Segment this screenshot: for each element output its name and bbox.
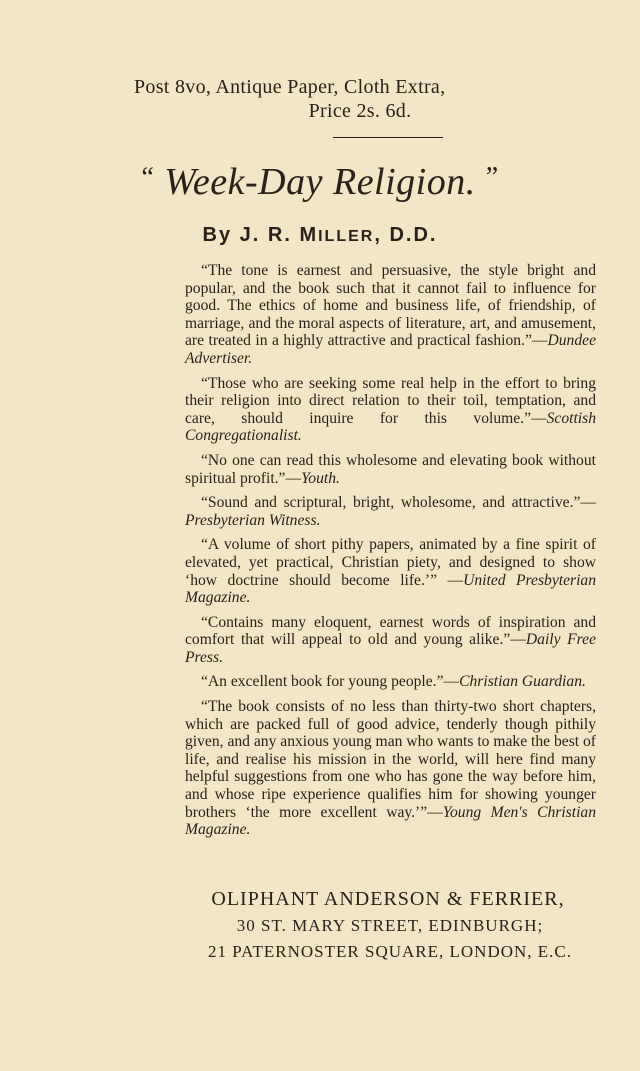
publisher-address-edinburgh: 30 ST. MARY STREET, EDINBURGH;	[236, 916, 544, 935]
review-source: Youth.	[301, 469, 340, 487]
review-text: “Sound and scriptural, bright, wholesome, and attractive.”—	[201, 494, 596, 512]
review-text: “The book consists of no less than thirty-two short chapters, which are packed full of good advice, tenderly though pithily given, and any anxious young man who wants to make the best of life, and realise his mission in the world, will here find many helpful suggestions from one who has gone the way before him, and whose ripe experience qualifies him for showing younger brothers ‘the more excellent way.’”—	[185, 698, 596, 821]
divider-rule	[333, 137, 443, 138]
review-item	[185, 262, 596, 368]
review-source: United Presbyterian Magazine.	[185, 571, 597, 607]
title-text: Week-Day Religion.	[164, 161, 476, 203]
review-text: “A volume of short pithy papers, animated by a fine spirit of elevated, yet practical, Christian piety, and designed to show ‘how doctrine should become life.’” —	[185, 536, 596, 589]
review-source: Presbyterian Witness.	[185, 511, 321, 529]
review-item	[185, 673, 596, 691]
review-text: “An excellent book for young people.”—	[201, 673, 460, 691]
review-text: “No one can read this wholesome and elevating book without spiritual profit.”—	[185, 451, 596, 487]
publisher-name: OLIPHANT ANDERSON & FERRIER,	[211, 888, 565, 910]
review-source: Young Men's Christian Magazine.	[185, 803, 596, 839]
review-item	[185, 614, 596, 667]
press-reviews	[185, 262, 596, 846]
title-open-quote: “	[141, 162, 155, 193]
byline-prefix: By J. R. M	[202, 224, 319, 246]
book-title	[0, 160, 640, 204]
review-text: “The tone is earnest and persuasive, the style bright and popular, and the book such that it cannot fail to influence for good. The ethics of home and business life, of friendship, of marriage, and the moral aspects of literature, art, and amusement, are treated in a highly attractive and practical fashion.”—	[185, 262, 596, 350]
review-text: “Contains many eloquent, earnest words of inspiration and comfort that will appeal to old and young alike.”—	[185, 613, 596, 649]
review-source: Scottish Congregationalist.	[185, 409, 596, 445]
review-text: “Those who are seeking some real help in the effort to bring their religion into direct relation to their toil, temptation, and care, should inquire for this volume.”—	[185, 374, 596, 427]
review-item	[185, 452, 596, 487]
author-byline	[0, 224, 640, 247]
review-item	[185, 536, 596, 606]
review-source: Daily Free Press.	[185, 631, 597, 666]
review-item	[185, 698, 596, 839]
byline-suffix: , D.D.	[374, 224, 438, 246]
review-source: Christian Guardian.	[459, 673, 586, 691]
format-line: Post 8vo, Antique Paper, Cloth Extra,	[134, 76, 446, 98]
byline-name-rest: ILLER	[318, 228, 375, 245]
publisher-address-london: 21 PATERNOSTER SQUARE, LONDON, E.C.	[207, 942, 572, 961]
title-close-quote: ”	[485, 162, 499, 193]
review-source: Dundee Advertiser.	[185, 332, 596, 367]
price-line: Price 2s. 6d.	[308, 100, 412, 122]
review-item	[185, 494, 596, 529]
review-item	[185, 375, 596, 445]
